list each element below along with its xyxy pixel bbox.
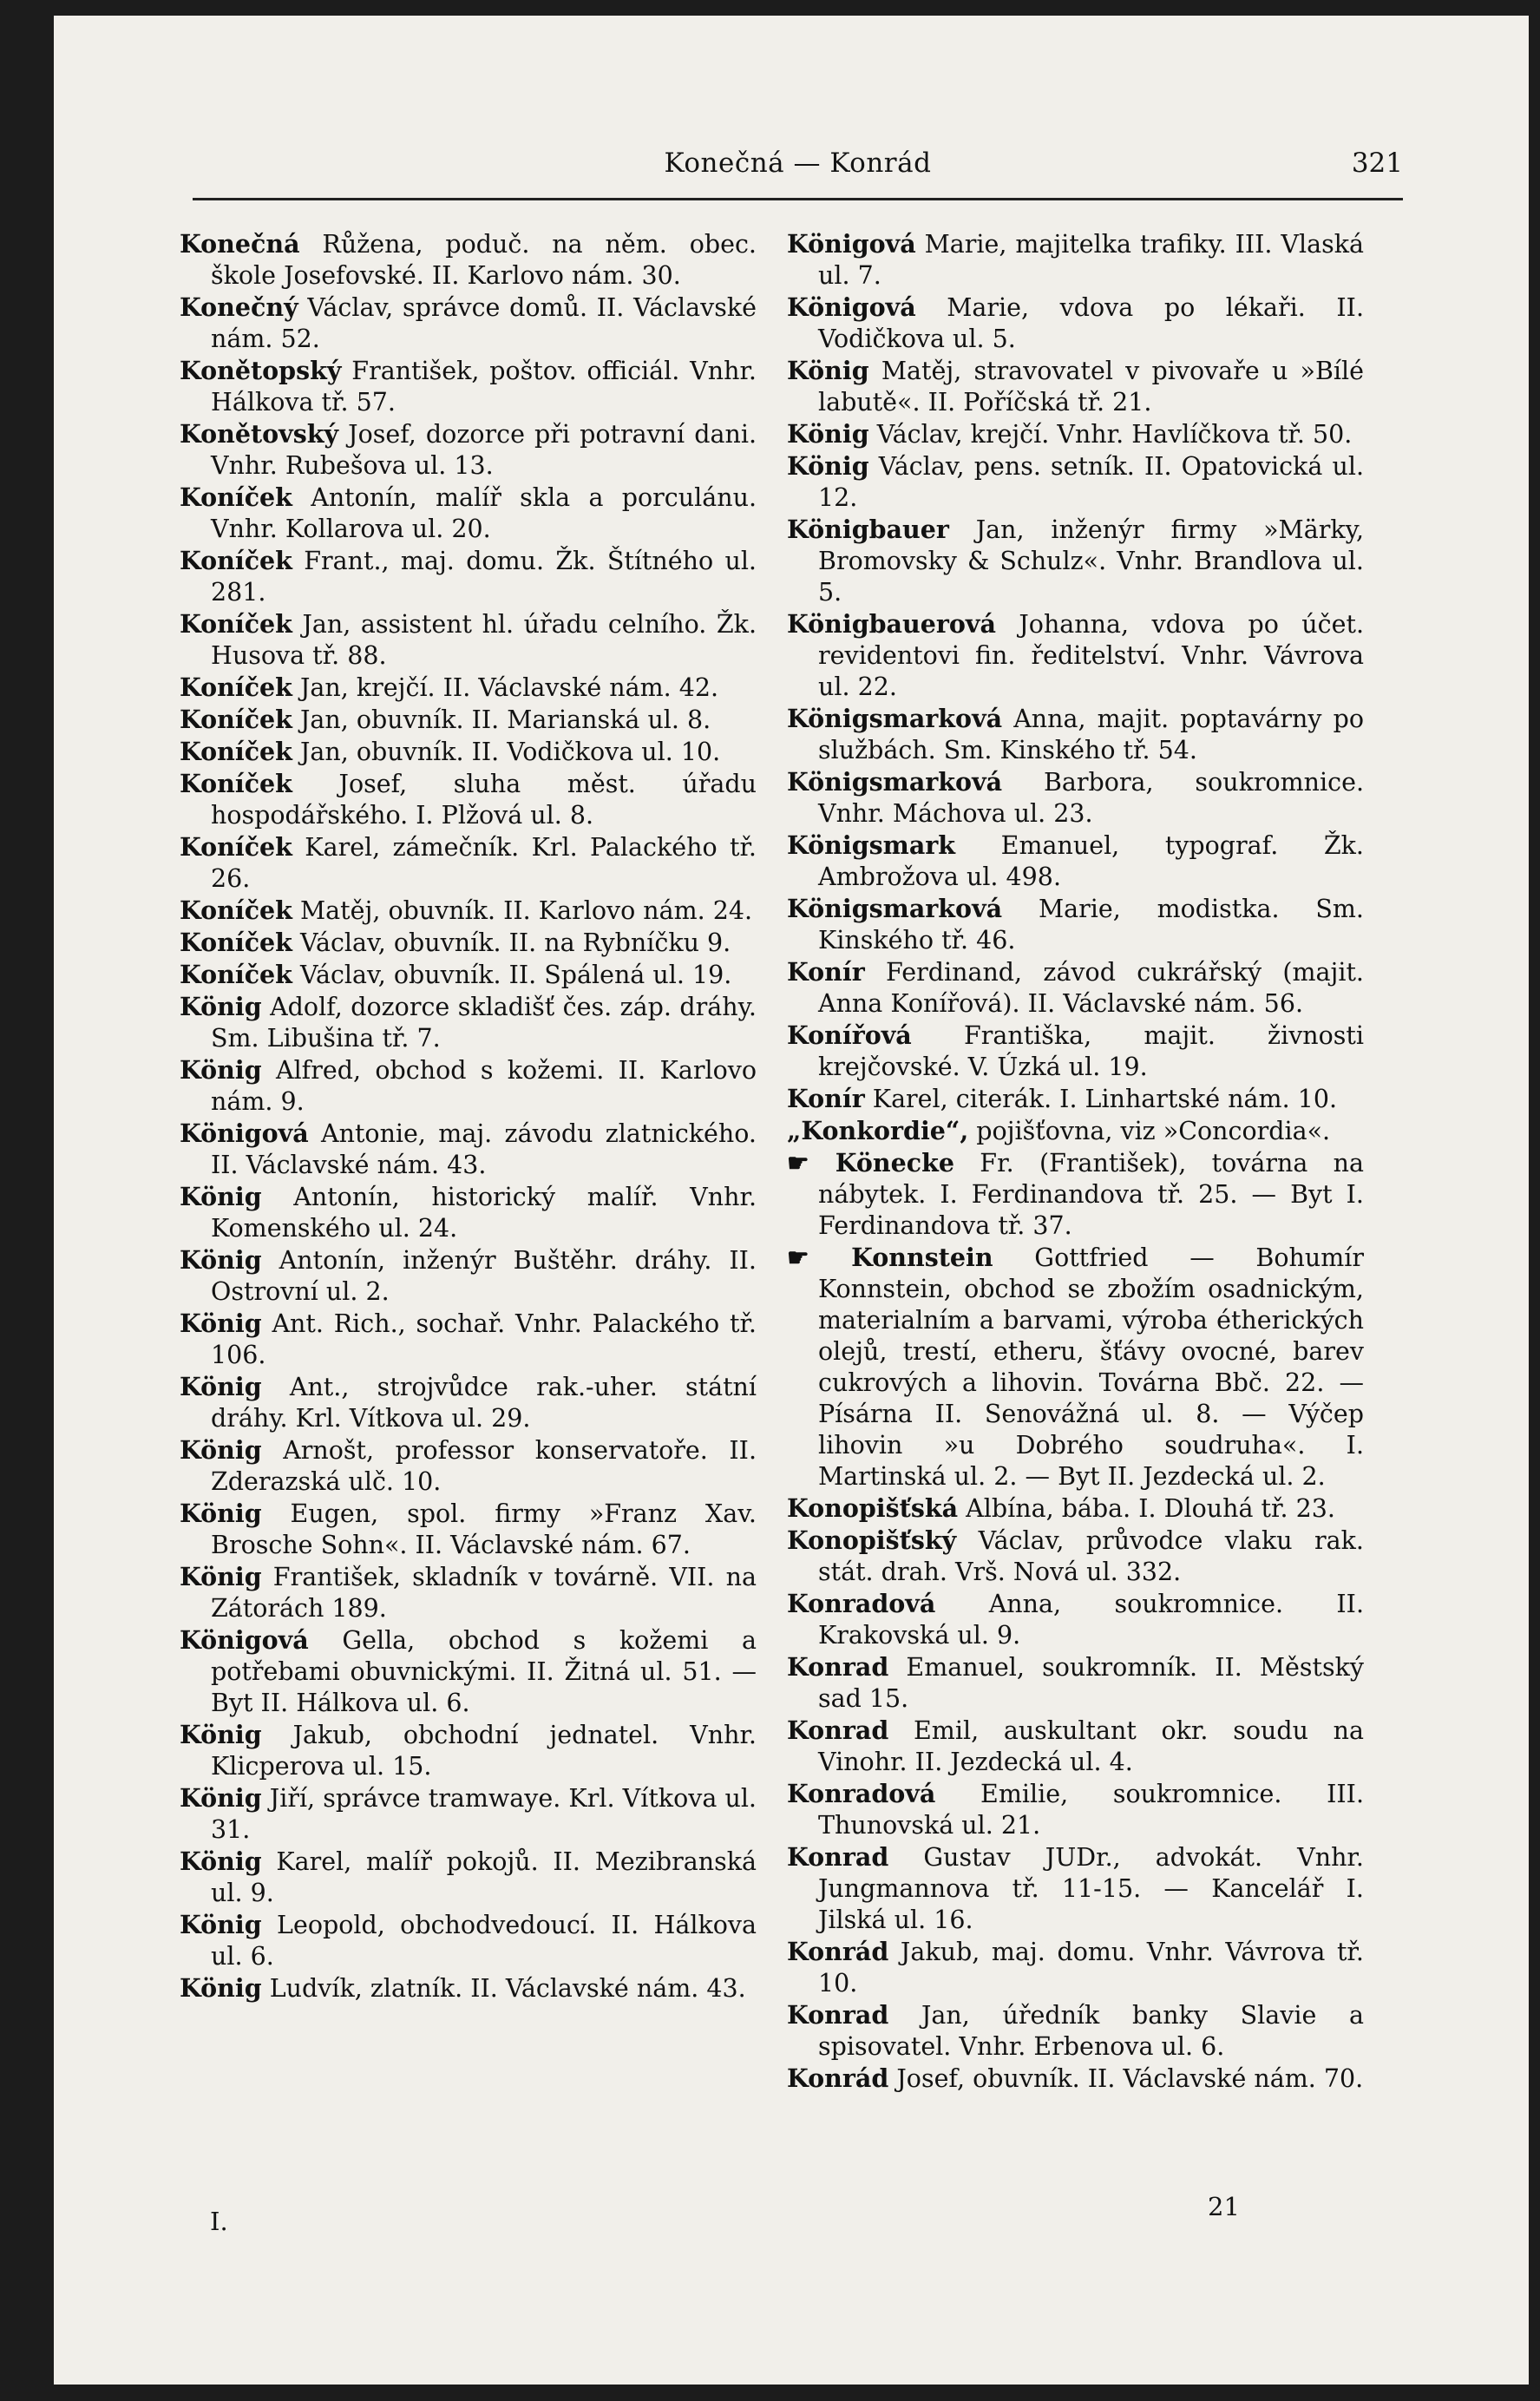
- directory-entry: [787, 830, 1364, 893]
- entry-name: Koníček: [180, 960, 292, 989]
- directory-entry: [180, 1846, 757, 1909]
- directory-entry: [787, 1715, 1364, 1778]
- entry-name: König: [180, 1783, 262, 1813]
- directory-entry: [180, 927, 757, 959]
- entry-details: Antonín, malíř skla a porculánu. Vnhr. Kollarova ul. 20.: [211, 483, 757, 543]
- entry-details: Leopold, obchodvedoucí. II. Hálkova ul. 6.: [211, 1911, 757, 1971]
- entry-name: Königová: [787, 292, 916, 322]
- entry-name: Konečná: [180, 229, 300, 259]
- entry-details: pojišťovna, viz »Concordia«.: [968, 1117, 1331, 1145]
- entry-name: König: [787, 356, 869, 385]
- entry-name: König: [180, 1055, 262, 1085]
- entry-details: Václav, pens. setník. II. Opatovická ul. 12.: [818, 452, 1364, 512]
- entry-name: Konradová: [787, 1779, 936, 1808]
- entry-details: Jan, krejčí. II. Václavské nám. 42.: [292, 673, 719, 702]
- entry-details: Emil, auskultant okr. soudu na Vinohr. II. Jezdecká ul. 4.: [818, 1716, 1364, 1776]
- entry-name: Koníček: [180, 832, 292, 862]
- directory-entry: [180, 355, 757, 418]
- directory-entry: [787, 450, 1364, 514]
- directory-entry: [180, 608, 757, 672]
- directory-entry: [787, 893, 1364, 956]
- entry-details: František, poštov. officiál. Vnhr. Hálkova tř. 57.: [211, 357, 757, 417]
- entry-details: Jan, obuvník. II. Marianská ul. 8.: [292, 705, 711, 734]
- entry-name: Konrad: [787, 1715, 889, 1745]
- entry-details: Albína, bába. I. Dlouhá tř. 23.: [958, 1494, 1335, 1523]
- entry-details: Václav, obuvník. II. na Rybníčku 9.: [292, 928, 731, 957]
- directory-entry: [787, 514, 1364, 608]
- directory-entry: [787, 292, 1364, 355]
- entry-name: Konír: [787, 1084, 865, 1113]
- directory-entry: [787, 1147, 1364, 1242]
- entry-name: Konradová: [787, 1589, 936, 1618]
- entry-name: Konrád: [787, 2063, 889, 2093]
- entry-details: Antonín, inženýr Buštěhr. dráhy. II. Ostrovní ul. 2.: [211, 1246, 757, 1306]
- entry-details: Jiří, správce tramwaye. Krl. Vítkova ul. 31.: [211, 1784, 757, 1844]
- entry-name: Königsmark: [787, 830, 956, 860]
- entry-name: Königbauer: [787, 515, 949, 544]
- entry-details: Jan, obuvník. II. Vodičkova ul. 10.: [292, 738, 721, 766]
- directory-entry: [180, 1561, 757, 1624]
- directory-entry: [180, 1054, 757, 1118]
- entry-details: Ferdinand, závod cukrářský (majit. Anna Konířová). II. Václavské nám. 56.: [818, 958, 1364, 1018]
- entry-details: Karel, citerák. I. Linhartské nám. 10.: [864, 1085, 1338, 1113]
- directory-entry: [787, 766, 1364, 830]
- left-column: [180, 228, 757, 2250]
- directory-entry: [787, 355, 1364, 418]
- entry-name: Königbauerová: [787, 609, 996, 639]
- entry-name: König: [787, 419, 869, 449]
- entry-details: Eugen, spol. firmy »Franz Xav. Brosche Sohn«. II. Václavské nám. 67.: [211, 1499, 757, 1559]
- entry-details: Adolf, dozorce skladišť čes. záp. dráhy. Sm. Libušina tř. 7.: [211, 993, 757, 1053]
- directory-entry: [180, 545, 757, 608]
- entry-name: Konečný: [180, 292, 298, 322]
- entry-name: König: [180, 1245, 262, 1275]
- entry-name: Konrád: [787, 1937, 889, 1966]
- directory-entry: [787, 1778, 1364, 1841]
- entry-name: König: [787, 451, 869, 481]
- entry-details: Václav, průvodce vlaku rak. stát. drah. Vrš. Nová ul. 332.: [818, 1526, 1364, 1586]
- entry-name: König: [180, 1372, 262, 1401]
- directory-entry: [787, 608, 1364, 703]
- entry-name: Koníček: [180, 769, 292, 798]
- directory-entry: [180, 1909, 757, 1972]
- directory-entry: [787, 1242, 1364, 1492]
- entry-name: König: [180, 1309, 262, 1338]
- entry-name: Konířová: [787, 1020, 912, 1050]
- entry-name: König: [180, 1499, 262, 1528]
- right-column: [787, 228, 1364, 2250]
- entry-name: Koníček: [180, 672, 292, 702]
- entry-details: Jakub, maj. domu. Vnhr. Vávrova tř. 10.: [818, 1938, 1364, 1998]
- entry-details: Jakub, obchodní jednatel. Vnhr. Klicperova ul. 15.: [211, 1721, 757, 1781]
- directory-entry: [180, 959, 757, 991]
- entry-details: Karel, malíř pokojů. II. Mezibranská ul. 9.: [211, 1847, 757, 1907]
- directory-entry: [180, 1498, 757, 1561]
- directory-entry: [180, 1118, 757, 1181]
- directory-entry: [787, 1841, 1364, 1936]
- page-header: [193, 137, 1403, 200]
- entry-details: Marie, vdova po lékaři. II. Vodičkova ul. 5.: [818, 293, 1364, 353]
- entry-name: Königová: [787, 229, 916, 259]
- entry-details: Ant., strojvůdce rak.-uher. státní dráhy. Krl. Vítkova ul. 29.: [211, 1373, 757, 1433]
- directory-entry: [787, 1083, 1364, 1115]
- directory-entry: [180, 292, 757, 355]
- entry-name: König: [180, 1847, 262, 1876]
- entry-details: Růžena, poduč. na něm. obec. škole Josefovské. II. Karlovo nám. 30.: [211, 230, 757, 290]
- running-title: Konečná — Konrád: [664, 148, 932, 179]
- entry-name: Koníček: [180, 895, 292, 925]
- directory-entry: [787, 228, 1364, 292]
- directory-entry: [180, 831, 757, 895]
- entry-name: Koníček: [180, 737, 292, 766]
- entry-details: Alfred, obchod s kožemi. II. Karlovo nám. 9.: [211, 1056, 757, 1116]
- entry-details: František, skladník v továrně. VII. na Zátorách 189.: [211, 1563, 757, 1623]
- directory-entry: [787, 2063, 1364, 2095]
- entry-details: Marie, modistka. Sm. Kinského tř. 46.: [818, 895, 1364, 954]
- entry-name: König: [180, 992, 262, 1021]
- entry-details: Matěj, obuvník. II. Karlovo nám. 24.: [292, 896, 753, 925]
- entry-details: Jan, inženýr firmy »Märky, Bromovsky & Schulz«. Vnhr. Brandlova ul. 5.: [818, 515, 1364, 607]
- entry-details: Anna, soukromnice. II. Krakovská ul. 9.: [818, 1590, 1364, 1650]
- entry-details: Emanuel, soukromník. II. Městský sad 15.: [818, 1653, 1364, 1713]
- entry-name: König: [180, 1562, 262, 1591]
- entry-details: Fr. (František), továrna na nábytek. I. Ferdinandova tř. 25. — Byt I. Ferdinandova tř. 37.: [818, 1149, 1364, 1240]
- entry-name: Konětopský: [180, 356, 342, 385]
- entry-details: Gustav JUDr., advokát. Vnhr. Jungmannova tř. 11-15. — Kancelář I. Jilská ul. 16.: [818, 1843, 1364, 1934]
- entry-details: Jan, assistent hl. úřadu celního. Žk. Husova tř. 88.: [211, 610, 757, 670]
- directory-entry: [787, 1492, 1364, 1525]
- sheet-number: 21: [1208, 2192, 1240, 2221]
- entry-name: Konrad: [787, 2000, 889, 2030]
- entry-name: König: [180, 1182, 262, 1211]
- entry-details: Gella, obchod s kožemi a potřebami obuvnickými. II. Žitná ul. 51. — Byt II. Hálkova ul. 6.: [211, 1626, 757, 1717]
- entry-name: ☛ Könecke: [787, 1148, 954, 1178]
- entry-name: Königsmarková: [787, 704, 1003, 733]
- entry-name: Königsmarková: [787, 767, 1003, 797]
- entry-name: König: [180, 1973, 262, 2003]
- directory-entry: [180, 736, 757, 768]
- entry-details: Ludvík, zlatník. II. Václavské nám. 43.: [261, 1974, 746, 2003]
- page-number: 321: [1351, 148, 1403, 179]
- directory-entry: [180, 1181, 757, 1244]
- entry-name: Koníček: [180, 705, 292, 734]
- entry-name: Königová: [180, 1625, 309, 1655]
- entry-name: Koníček: [180, 928, 292, 957]
- entry-name: König: [180, 1435, 262, 1465]
- directory-entry: [787, 956, 1364, 1020]
- directory-entry: [787, 703, 1364, 766]
- entry-details: Václav, správce domů. II. Václavské nám. 52.: [211, 293, 757, 353]
- directory-entry: [180, 704, 757, 736]
- entry-details: Antonie, maj. závodu zlatnického. II. Václavské nám. 43.: [211, 1119, 757, 1179]
- entry-name: Konrad: [787, 1652, 889, 1682]
- entry-name: König: [180, 1720, 262, 1749]
- directory-entry: [180, 1972, 757, 2004]
- entry-details: Václav, obuvník. II. Spálená ul. 19.: [292, 961, 732, 989]
- entry-details: Emilie, soukromnice. III. Thunovská ul. 21.: [818, 1780, 1364, 1840]
- entry-details: Matěj, stravovatel v pivovaře u »Bílé labutě«. II. Poříčská tř. 21.: [818, 357, 1364, 417]
- entry-details: Arnošt, professor konservatoře. II. Zderazská ulč. 10.: [211, 1436, 757, 1496]
- entry-name: Koníček: [180, 482, 292, 512]
- entry-details: Johanna, vdova po účet. revidentovi fin. ředitelství. Vnhr. Vávrova ul. 22.: [818, 610, 1364, 701]
- entry-details: Josef, obuvník. II. Václavské nám. 70.: [888, 2064, 1364, 2093]
- entry-details: Gottfried — Bohumír Konnstein, obchod se zbožím osadnickým, materialním a barvami, výroba étherických olejů, trestí, etheru, šťávy ovocné, barev cukrových a lihovin. Továrna Bbč. 22. — Písárna II. Senovážná ul. 8. — Výčep lihovin »u Dobrého soudruha«. I. Martinská ul. 2. — Byt II. Jezdecká ul. 2.: [818, 1243, 1365, 1491]
- entry-name: König: [180, 1910, 262, 1939]
- entry-details: Josef, sluha měst. úřadu hospodářského. I. Plžová ul. 8.: [211, 770, 757, 830]
- entry-name: Konopišťský: [787, 1525, 957, 1555]
- directory-entry: [180, 672, 757, 704]
- directory-entry: [180, 991, 757, 1054]
- entry-details: Josef, dozorce při potravní dani. Vnhr. Rubešova ul. 13.: [211, 420, 757, 480]
- entry-name: Konětovský: [180, 419, 339, 449]
- entry-name: Konopišťská: [787, 1493, 959, 1523]
- entry-name: Koníček: [180, 546, 292, 575]
- directory-entry: [787, 1525, 1364, 1588]
- entry-details: Ant. Rich., sochař. Vnhr. Palackého tř. 106.: [211, 1309, 757, 1369]
- directory-entry: [787, 1936, 1364, 1999]
- directory-entry: [180, 768, 757, 831]
- entry-details: Jan, úředník banky Slavie a spisovatel. Vnhr. Erbenova ul. 6.: [818, 2001, 1364, 2061]
- signature-mark: I.: [210, 2207, 228, 2236]
- directory-entry: [180, 895, 757, 927]
- entry-details: Frant., maj. domu. Žk. Štítného ul. 281.: [211, 547, 757, 607]
- entry-details: Emanuel, typograf. Žk. Ambrožova ul. 498.: [818, 831, 1364, 891]
- directory-entry: [180, 418, 757, 482]
- entry-name: Konrad: [787, 1842, 889, 1872]
- directory-entry: [180, 1308, 757, 1371]
- entry-name: ☛ Konnstein: [787, 1243, 993, 1272]
- directory-entry: [787, 1999, 1364, 2063]
- entry-details: Václav, krejčí. Vnhr. Havlíčkova tř. 50.: [868, 420, 1353, 449]
- entry-name: „Konkordie“,: [787, 1116, 969, 1145]
- directory-entry: [180, 1719, 757, 1782]
- entry-name: Königsmarková: [787, 894, 1003, 923]
- directory-page: [54, 16, 1529, 2385]
- directory-entry: [787, 418, 1364, 450]
- entry-details: Karel, zámečník. Krl. Palackého tř. 26.: [211, 833, 757, 893]
- entry-details: Antonín, historický malíř. Vnhr. Komenského ul. 24.: [211, 1183, 757, 1243]
- directory-entry: [180, 1371, 757, 1434]
- directory-entry: [180, 1624, 757, 1719]
- directory-entry: [180, 1782, 757, 1846]
- directory-entry: [787, 1588, 1364, 1651]
- entry-name: Konír: [787, 957, 865, 987]
- directory-entry: [180, 1434, 757, 1498]
- directory-entry: [180, 482, 757, 545]
- entry-name: Königová: [180, 1118, 309, 1148]
- directory-entry: [180, 228, 757, 292]
- directory-entry: [787, 1115, 1364, 1147]
- entry-details: Barbora, soukromnice. Vnhr. Máchova ul. 23.: [818, 768, 1364, 828]
- entry-details: Anna, majit. poptavárny po službách. Sm. Kinského tř. 54.: [818, 705, 1364, 764]
- directory-entry: [180, 1244, 757, 1308]
- directory-entry: [787, 1651, 1364, 1715]
- directory-entry: [787, 1020, 1364, 1083]
- entry-details: Františka, majit. živnosti krejčovské. V. Úzká ul. 19.: [818, 1021, 1364, 1081]
- entry-name: Koníček: [180, 609, 292, 639]
- entry-details: Marie, majitelka trafiky. III. Vlaská ul. 7.: [818, 230, 1364, 290]
